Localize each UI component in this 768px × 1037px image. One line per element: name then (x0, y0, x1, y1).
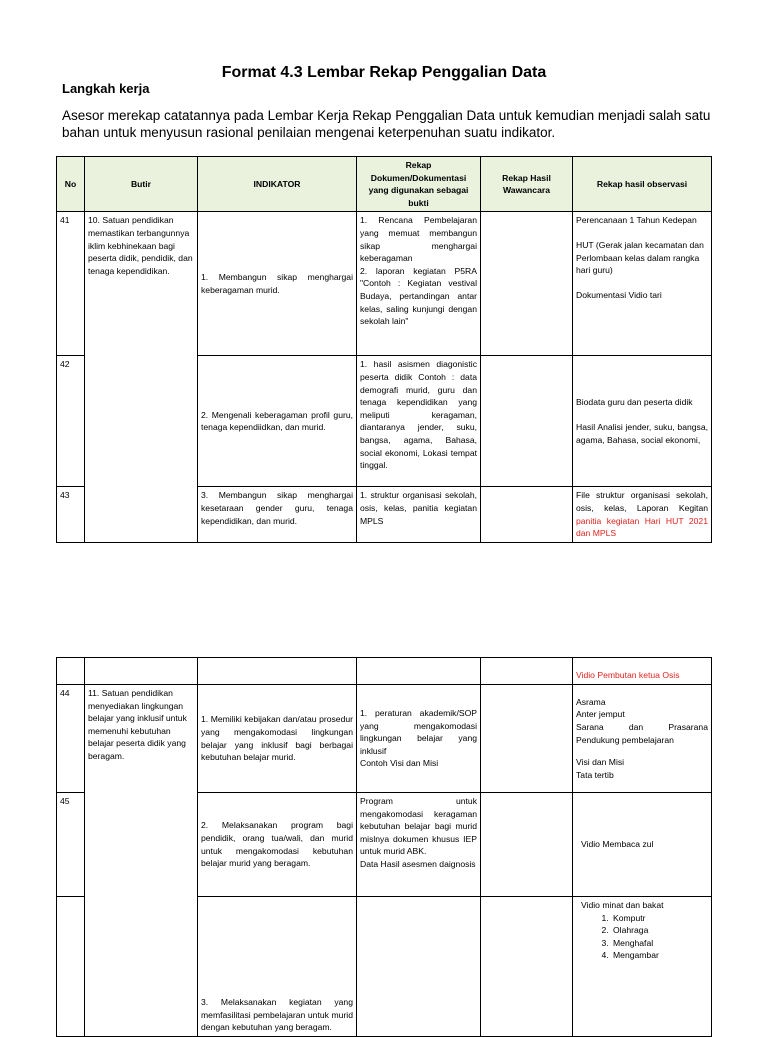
butir-cell (85, 212, 198, 542)
rekap-table-page-2 (56, 657, 712, 1037)
wawancara-cell (481, 897, 573, 1037)
dokumen-line: Program untuk mengakomodasi keragaman kebutuhan belajar bagi murid mislnya dokumen khusus IEP untuk murid ABK. (360, 796, 477, 857)
observasi-cell (573, 658, 712, 685)
indikator-cell: 3. Membangun sikap menghargai kesetaraan gender guru, tenaga kependidikan, dan murid. (198, 487, 357, 542)
observasi-cell (573, 212, 712, 356)
indikator-cell (198, 897, 357, 1037)
observasi-line: Anter jemput (576, 709, 625, 720)
butir-text: 11. Satuan pendidikan menyediakan lingkungan belajar yang inklusif untuk memenuhi kebutuhan belajar peserta didik yang beragam. (88, 688, 187, 761)
dokumen-cell (357, 685, 481, 793)
butir-cell (85, 685, 198, 1037)
observasi-line: HUT (Gerak jalan kecamatan dan Perlombaan kelas dalam rangka hari guru) (576, 239, 704, 276)
wawancara-cell (481, 658, 573, 685)
dokumen-cell: 1. struktur organisasi sekolah, osis, kelas, panitia kegiatan MPLS (357, 487, 481, 542)
observasi-cell (573, 685, 712, 793)
observasi-cell (573, 897, 712, 1037)
dokumen-line: Contoh Visi dan Misi (360, 758, 439, 769)
header-no: No (57, 157, 85, 212)
intro-paragraph: Asesor merekap catatannya pada Lembar Kerja Rekap Penggalian Data untuk kemudian menjadi salah satu bahan untuk menyusun rasional penilaian mengenai keterpenuhan suatu indikator. (62, 108, 711, 140)
dokumen-line: 1. peraturan akademik/SOP yang mengakomodasi lingkungan belajar yang inklusif (360, 708, 477, 756)
dokumen-line: 2. laporan kegiatan P5RA "Contoh : Kegiatan vestival Budaya, pertandingan antar kelas, saling kunjungi dengan sekolah lain" (360, 265, 477, 327)
observasi-line: Vidio minat dan bakat (581, 900, 664, 910)
table-row (57, 685, 712, 793)
header-butir: Butir (85, 157, 198, 212)
row-number: 41 (57, 212, 85, 356)
dokumen-cell (357, 212, 481, 356)
row-number: 44 (57, 685, 85, 793)
observasi-highlight: Vidio Pembutan ketua Osis (576, 670, 680, 681)
wawancara-cell (481, 356, 573, 487)
observasi-line: Tata tertib (576, 769, 614, 780)
observasi-line: Perencanaan 1 Tahun Kedepan (576, 215, 697, 226)
dokumen-cell (357, 897, 481, 1037)
butir-cell (85, 658, 198, 685)
row-number (57, 897, 85, 1037)
page-title: Format 4.3 Lembar Rekap Penggalian Data (221, 64, 547, 81)
table-row (57, 658, 712, 685)
observasi-highlight: panitia kegiatan Hari HUT 2021 dan MPLS (576, 515, 708, 539)
row-number: 43 (57, 487, 85, 542)
indikator-cell: 1. Membangun sikap menghargai keberagaman murid. (198, 212, 357, 356)
dokumen-cell (357, 658, 481, 685)
row-number (57, 658, 85, 685)
list-item: 1. Komputr (611, 912, 708, 925)
header-wawancara: Rekap Hasil Wawancara (481, 157, 573, 212)
dokumen-line: Data Hasil asesmen daignosis (360, 858, 476, 869)
butir-text: 10. Satuan pendidikan memastikan terbangunnya iklim kebhinekaan bagi peserta didik, pendidik, dan tenaga kependidikan. (88, 215, 193, 276)
observasi-line: Sarana dan Prasarana Pendukung pembelajaran (576, 721, 708, 745)
observasi-cell (573, 793, 712, 897)
wawancara-cell (481, 793, 573, 897)
wawancara-cell (481, 685, 573, 793)
table-header-row (57, 157, 712, 212)
table-row (57, 212, 712, 356)
list-item: 2. Olahraga (611, 924, 708, 937)
header-observasi: Rekap hasil observasi (573, 157, 712, 212)
indikator-cell (198, 658, 357, 685)
indikator-cell: 1. Memiliki kebijakan dan/atau prosedur yang mengakomodasi lingkungan belajar yang inklusif bagi berbagai kebutuhan belajar murid. (198, 685, 357, 793)
observasi-line: Asrama (576, 696, 606, 707)
observasi-line: Hasil Analisi jender, suku, bangsa, agama, Bahasa, social ekonomi, (576, 422, 708, 445)
observasi-cell (573, 487, 712, 542)
row-number: 42 (57, 356, 85, 487)
dokumen-cell: 1. hasil asismen diagonistic peserta didik Contoh : data demografi murid, guru dan tenaga kependidikan yang meliputi keragaman, diantaranya jender, suku, bangsa, agama, Bahasa, social ekonomi, Lokasi tempat tinggal. (357, 356, 481, 487)
header-indikator: INDIKATOR (198, 157, 357, 212)
wawancara-cell (481, 487, 573, 542)
observasi-text: File struktur organisasi sekolah, osis, kelas, Laporan Kegitan (576, 490, 708, 513)
list-item: 3. Menghafal (611, 937, 708, 950)
section-subtitle: Langkah kerja (62, 81, 150, 96)
dokumen-line: 1. Rencana Pembelajaran yang memuat membangun sikap menghargai keberagaman (360, 215, 477, 264)
minat-bakat-list (581, 912, 708, 962)
row-number: 45 (57, 793, 85, 897)
indikator-text: 3. Melaksanakan kegiatan yang memfasilitasi pembelajaran untuk murid dengan kebutuhan yang beragam. (201, 997, 353, 1033)
rekap-table-page-1 (56, 156, 712, 543)
observasi-text: Vidio Membaca zul (581, 839, 654, 850)
indikator-cell: 2. Melaksanakan program bagi pendidik, orang tua/wali, dan murid untuk mengakomodasi kebutuhan belajar murid yang beragam. (198, 793, 357, 897)
list-item: 4. Mengambar (611, 949, 708, 962)
observasi-cell (573, 356, 712, 487)
observasi-line: Visi dan Misi (576, 757, 625, 768)
observasi-line: Dokumentasi Vidio tari (576, 289, 662, 300)
header-dokumen: Rekap Dokumen/Dokumentasi yang digunakan sebagai bukti (357, 157, 481, 212)
dokumen-cell (357, 793, 481, 897)
indikator-cell: 2. Mengenali keberagaman profil guru, tenaga kependiidkan, dan murid. (198, 356, 357, 487)
observasi-line: Biodata guru dan peserta didik (576, 397, 693, 408)
wawancara-cell (481, 212, 573, 356)
